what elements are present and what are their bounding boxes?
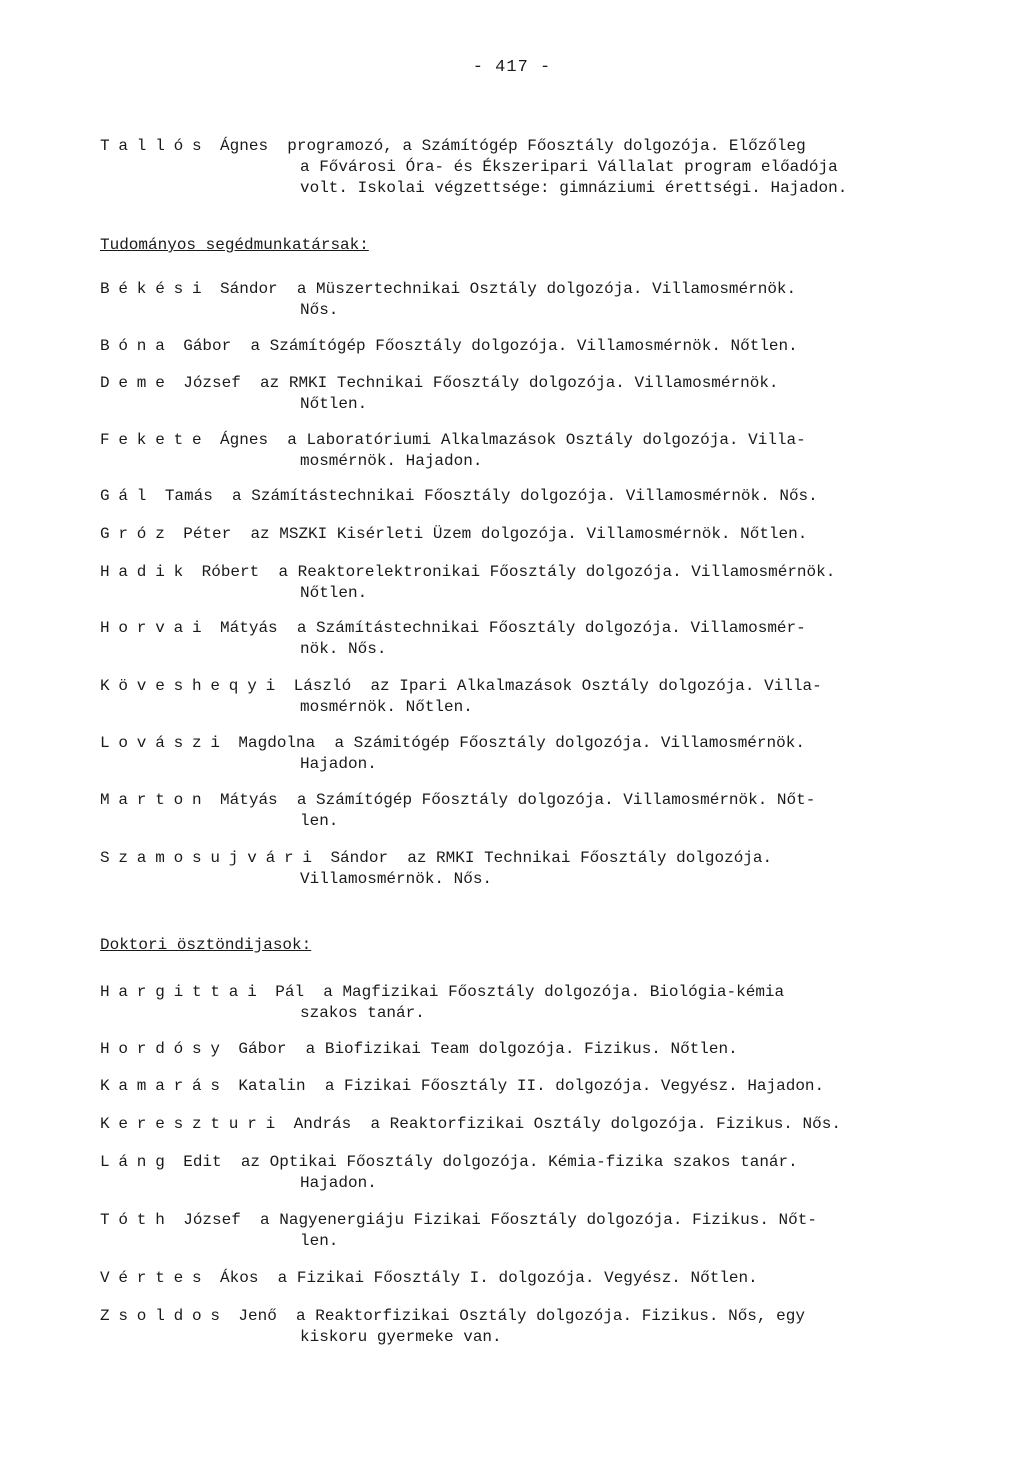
- entry-line-2: Nőtlen.: [300, 395, 368, 413]
- list-item: [100, 524, 980, 545]
- entry-surname: Zsoldos: [100, 1307, 229, 1325]
- entry-surname: Lovászi: [100, 734, 229, 752]
- entry-given-name: József: [183, 1211, 241, 1229]
- entry-text: az Optikai Főosztály dolgozója. Kémia-fizika szakos tanár.: [240, 1153, 798, 1171]
- entry-given-name: Péter: [183, 525, 232, 543]
- entry-surname: Deme: [100, 374, 174, 392]
- entry-surname: Vértes: [100, 1269, 211, 1287]
- entry-line-1: [100, 1076, 980, 1097]
- entry-surname: Láng: [100, 1153, 174, 1171]
- list-item: [100, 982, 980, 1024]
- list-item: [100, 486, 980, 507]
- entry-text: a Reaktorfizikai Osztály dolgozója. Fizikus. Nős, egy: [296, 1307, 805, 1325]
- entry-surname: Hadik: [100, 563, 193, 581]
- entry-line-1: [100, 1114, 980, 1135]
- entry-given-name: Magdolna: [238, 734, 316, 752]
- list-item: [100, 733, 980, 775]
- entry-text: a Müszertechnikai Osztály dolgozója. Villamosmérnök.: [296, 280, 797, 298]
- entry-text: a Biofizikai Team dolgozója. Fizikus. Nőtlen.: [305, 1040, 738, 1058]
- entry-given-name: Ákos: [220, 1269, 259, 1287]
- entry-line-1: [100, 1210, 980, 1231]
- entry-line-2: szakos tanár.: [300, 1004, 425, 1022]
- entry-line-2: Hajadon.: [300, 755, 377, 773]
- entry-line-1: [100, 1306, 980, 1327]
- entry-text: a Fizikai Főosztály I. dolgozója. Vegyész. Nőtlen.: [277, 1269, 758, 1287]
- entry-given-name: László: [293, 677, 352, 695]
- entry-line-1: [100, 1039, 980, 1060]
- entry-text: a Reaktorfizikai Osztály dolgozója. Fizikus. Nős.: [370, 1115, 841, 1133]
- list-item: [100, 1306, 980, 1348]
- section-heading-doctoral-fellows: Doktori ösztöndijasok:: [100, 936, 312, 954]
- entry-line-2: Nőtlen.: [300, 584, 368, 602]
- entry-line-2: a Fővárosi Óra- és Ékszeripari Vállalat program előadója: [300, 158, 838, 176]
- entry-line-1: [100, 982, 980, 1003]
- entry-given-name: Sándor: [330, 849, 389, 867]
- entry-text: az MSZKI Kisérleti Üzem dolgozója. Villamosmérnök. Nőtlen.: [250, 525, 808, 543]
- entry-surname: Fekete: [100, 431, 211, 449]
- entry-given-name: Edit: [183, 1153, 222, 1171]
- entry-line-1: [100, 790, 980, 811]
- entry-line-2: len.: [300, 812, 339, 830]
- entry-line-2: kiskoru gyermeke van.: [300, 1328, 502, 1346]
- entry-line-1: [100, 1152, 980, 1173]
- entry-line-1: [100, 336, 980, 357]
- entry-text: a Számítógép Főosztály dolgozója. Villamosmérnök. Nőtlen.: [250, 337, 798, 355]
- entry-line-2: Hajadon.: [300, 1174, 377, 1192]
- entry-line-2: mosmérnök. Nőtlen.: [300, 698, 473, 716]
- entry-line-1: [100, 618, 980, 639]
- entry-surname: Tallós: [100, 137, 211, 155]
- list-item: [100, 1039, 980, 1060]
- entry-line-2: mosmérnök. Hajadon.: [300, 452, 483, 470]
- entry-given-name: József: [183, 374, 241, 392]
- entry-surname: Bóna: [100, 337, 174, 355]
- entry-surname: Hordósy: [100, 1040, 229, 1058]
- entry-surname: Békési: [100, 280, 211, 298]
- entry-line-1: [100, 733, 980, 754]
- entry-surname: Tóth: [100, 1211, 174, 1229]
- entry-given-name: Sándor: [220, 280, 278, 298]
- entry-line-2: Villamosmérnök. Nős.: [300, 870, 493, 888]
- entry-line-2: len.: [300, 1232, 339, 1250]
- list-item: [100, 1152, 980, 1194]
- entry-given-name: Katalin: [238, 1077, 306, 1095]
- entry-text: a Fizikai Főosztály II. dolgozója. Vegyész. Hajadon.: [324, 1077, 825, 1095]
- section-heading-research-assistants: Tudományos segédmunkatársak:: [100, 236, 369, 254]
- entry-text: a Számítástechnikai Főosztály dolgozója. Villamosmérnök. Nős.: [232, 487, 818, 505]
- list-item: [100, 430, 980, 472]
- entry-line-2: Nős.: [300, 301, 339, 319]
- entry-surname: Horvai: [100, 619, 211, 637]
- entry-surname: Kamarás: [100, 1077, 229, 1095]
- entry-line-1: [100, 524, 980, 545]
- entry-text: a Számítógép Főosztály dolgozója. Villamosmérnök. Nőt-: [296, 791, 816, 809]
- entry-text: az RMKI Technikai Főosztály dolgozója. Villamosmérnök.: [260, 374, 779, 392]
- intro-entry: [100, 136, 980, 199]
- entry-given-name: Gábor: [238, 1040, 287, 1058]
- entry-given-name: Ágnes: [220, 431, 269, 449]
- page-number: - 417 -: [472, 58, 552, 77]
- entry-line-1: [100, 486, 980, 507]
- entry-line-2: nök. Nős.: [300, 640, 387, 658]
- list-item: [100, 1114, 980, 1135]
- list-item: [100, 562, 980, 604]
- entry-given-name: Mátyás: [220, 619, 278, 637]
- list-item: [100, 1076, 980, 1097]
- entry-surname: Gróz: [100, 525, 174, 543]
- entry-surname: Kövesheqyi: [100, 677, 285, 695]
- list-item: [100, 848, 980, 890]
- list-item: [100, 790, 980, 832]
- entry-line-1: [100, 1268, 980, 1289]
- list-item: [100, 279, 980, 321]
- entry-text: a Nagyenergiáju Fizikai Főosztály dolgozója. Fizikus. Nőt-: [260, 1211, 817, 1229]
- entry-line-1: [100, 373, 980, 394]
- entry-given-name: Mátyás: [220, 791, 278, 809]
- entry-text: az RMKI Technikai Főosztály dolgozója.: [407, 849, 773, 867]
- entry-given-name: András: [293, 1115, 352, 1133]
- entry-surname: Kereszturi: [100, 1115, 285, 1133]
- entry-line-1: [100, 136, 980, 157]
- entry-text: az Ipari Alkalmazások Osztály dolgozója. Villa-: [370, 677, 822, 695]
- entry-given-name: Jenő: [238, 1307, 277, 1325]
- entry-text: programozó, a Számítógép Főosztály dolgozója. Előzőleg: [287, 137, 806, 155]
- entry-given-name: Pál: [275, 983, 305, 1001]
- entry-line-1: [100, 848, 980, 869]
- entry-surname: Hargittai: [100, 983, 266, 1001]
- list-item: [100, 618, 980, 660]
- entry-surname: Szamosujvári: [100, 849, 321, 867]
- entry-given-name: Gábor: [183, 337, 232, 355]
- list-item: [100, 373, 980, 415]
- entry-text: a Reaktorelektronikai Főosztály dolgozója. Villamosmérnök.: [278, 563, 836, 581]
- entry-text: a Számítástechnikai Főosztály dolgozója. Villamosmér-: [296, 619, 806, 637]
- entry-given-name: Róbert: [201, 563, 260, 581]
- list-item: [100, 676, 980, 718]
- entry-line-1: [100, 676, 980, 697]
- list-item: [100, 336, 980, 357]
- entry-line-1: [100, 430, 980, 451]
- entry-given-name: Ágnes: [220, 137, 269, 155]
- entry-text: a Számitógép Főosztály dolgozója. Villamosmérnök.: [334, 734, 805, 752]
- entry-surname: Marton: [100, 791, 211, 809]
- entry-line-1: [100, 562, 980, 583]
- entry-line-3: volt. Iskolai végzettsége: gimnáziumi érettségi. Hajadon.: [300, 179, 848, 197]
- entry-text: a Magfizikai Főosztály dolgozója. Biológia-kémia: [323, 983, 785, 1001]
- list-item: [100, 1210, 980, 1252]
- entry-given-name: Tamás: [164, 487, 213, 505]
- entry-line-1: [100, 279, 980, 300]
- list-item: [100, 1268, 980, 1289]
- entry-text: a Laboratóriumi Alkalmazások Osztály dolgozója. Villa-: [287, 431, 806, 449]
- entry-surname: Gál: [100, 487, 156, 505]
